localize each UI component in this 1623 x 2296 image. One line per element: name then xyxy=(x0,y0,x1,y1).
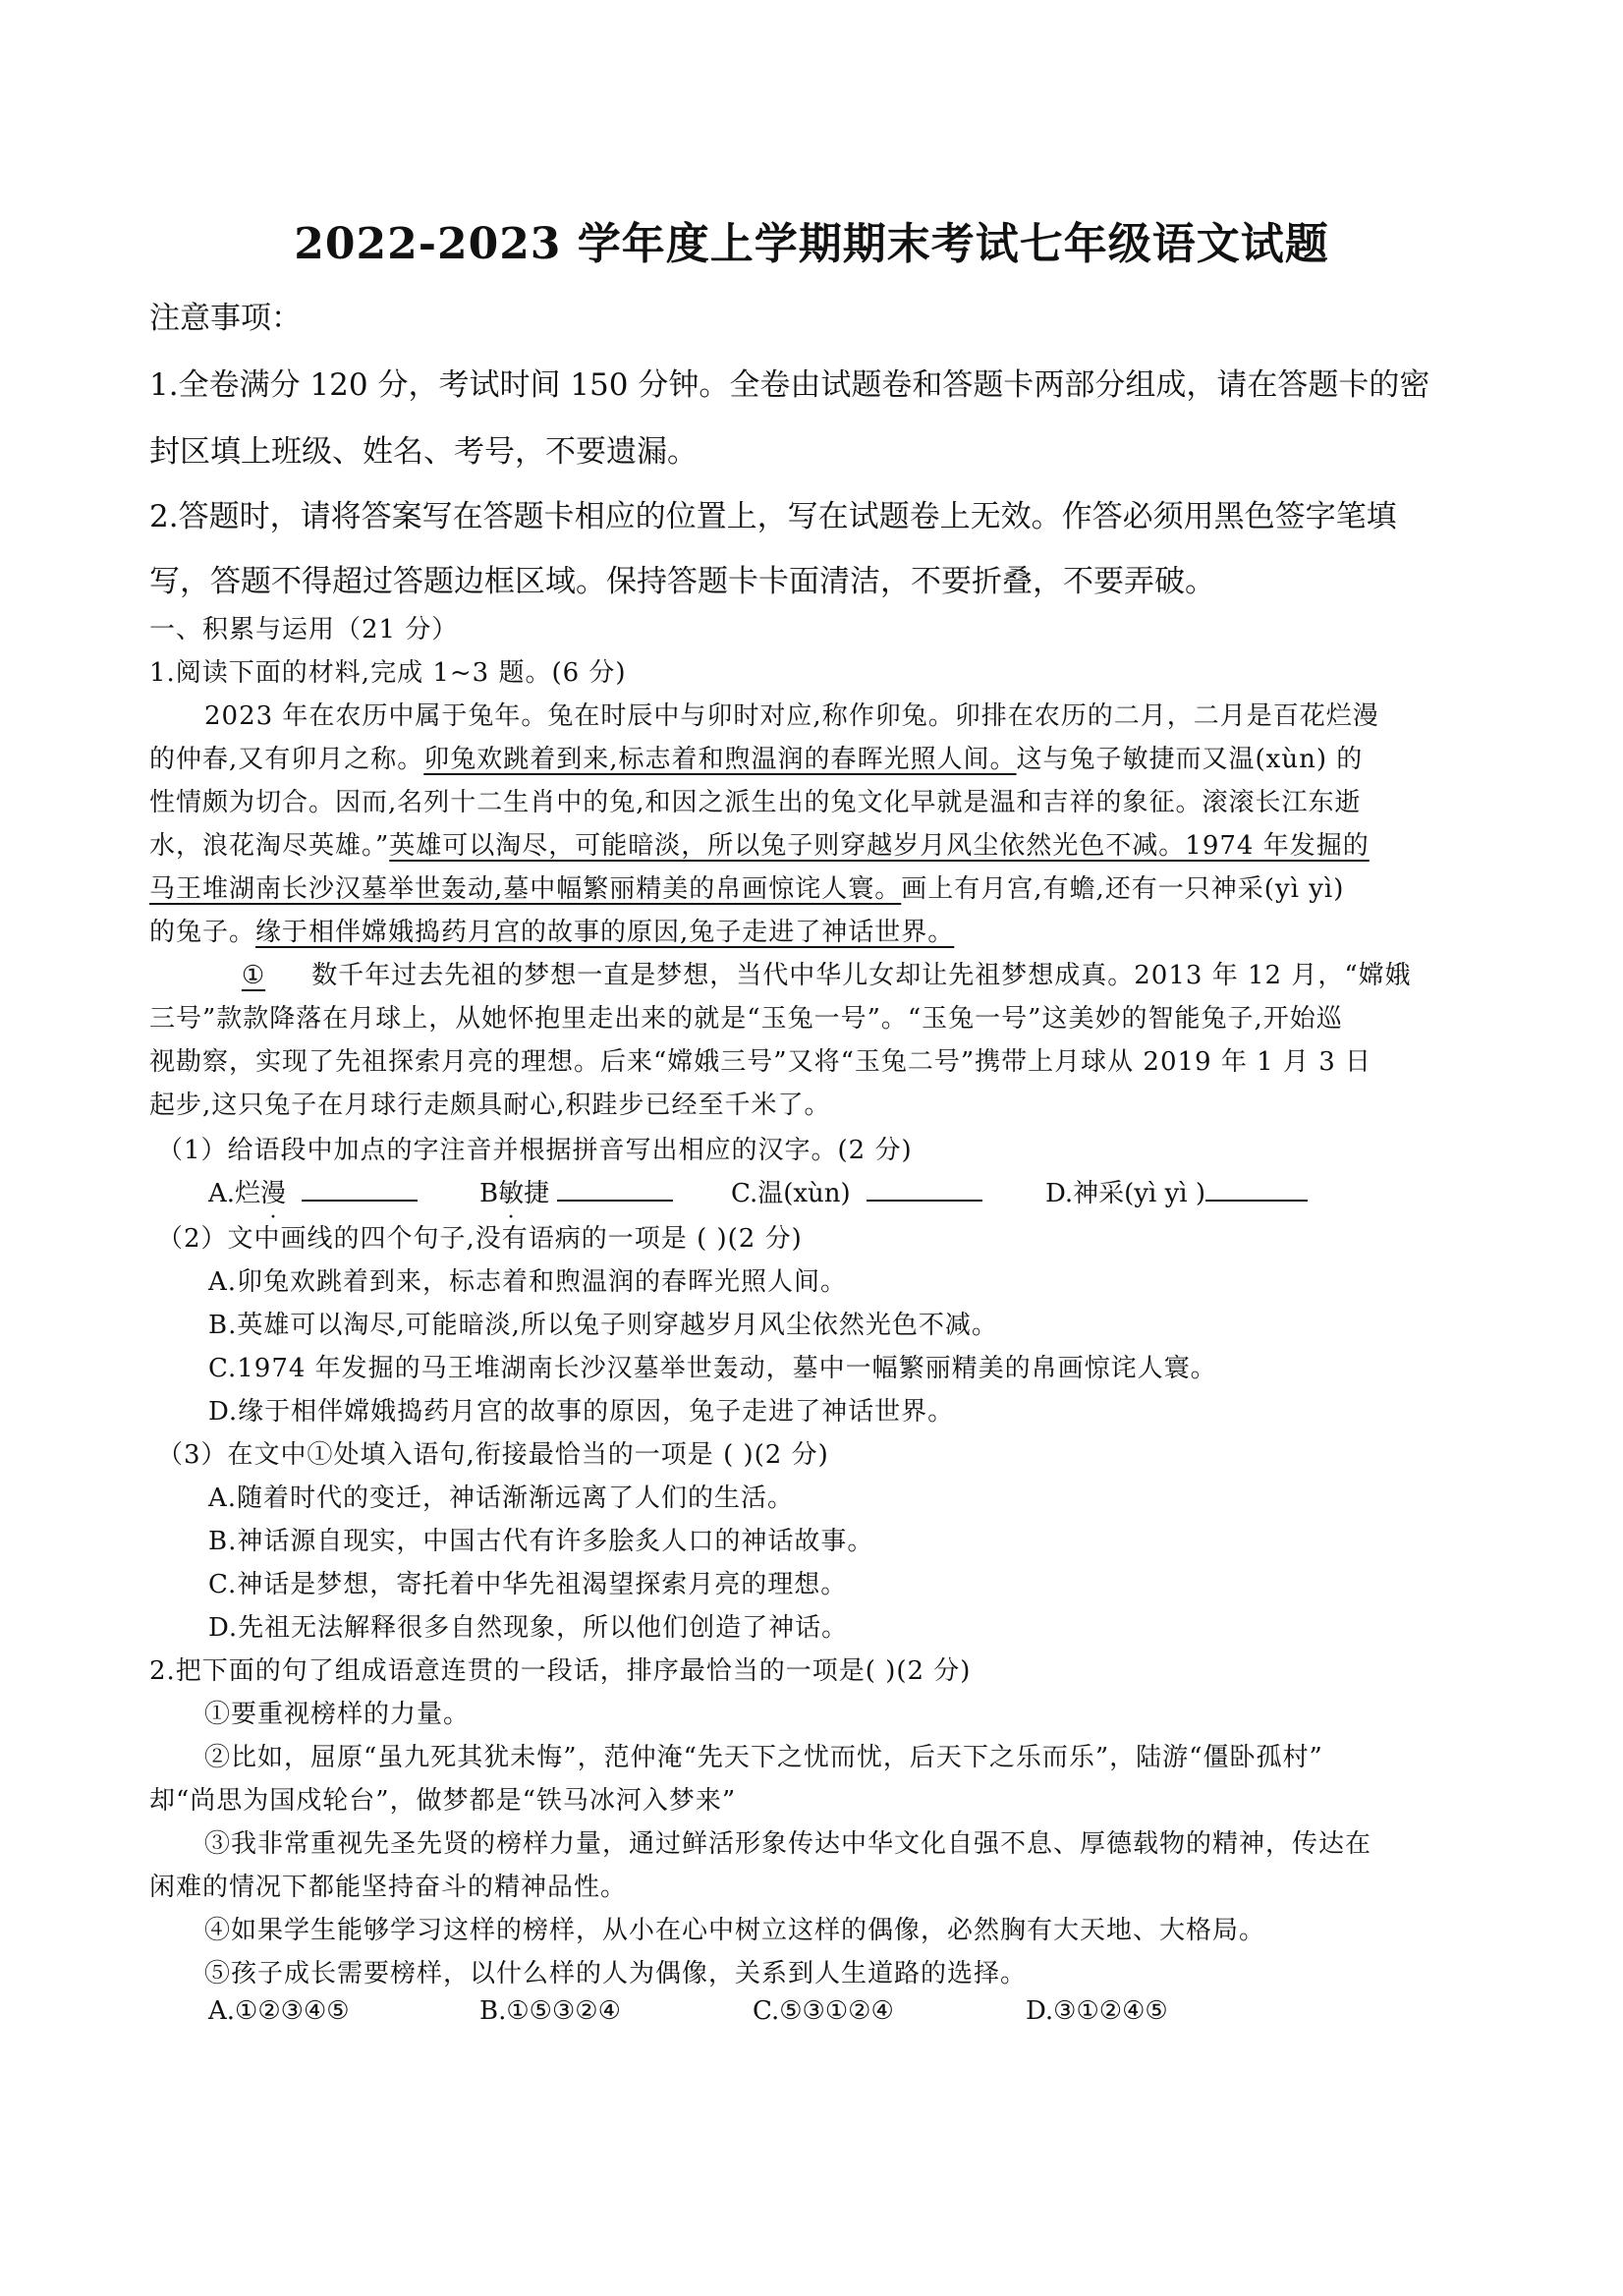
question-2-stem: 2.把下面的句了组成语意连贯的一段话，排序最恰当的一项是( )(2 分) xyxy=(149,1656,972,1686)
passage-line: 视勘察，实现了先祖探索月亮的理想。后来“嫦娥三号”又将“玉兔二号”携带上月球从 2019 年 1 月 3 日 xyxy=(149,1047,1372,1077)
sub-question-1-stem: （1）给语段中加点的字注音并根据拼音写出相应的汉字。(2 分) xyxy=(157,1136,913,1165)
sentence-4: ④如果学生能够学习这样的榜样，从小在心中树立这样的偶像，必然胸有大天地、大格局。 xyxy=(204,1916,1266,1945)
fill-blank-1[interactable]: ① xyxy=(241,961,266,990)
underlined-sentence-c: 马王堆湖南长沙汉墓举世轰动,墓中幅繁丽精美的帛画惊诧人寰。 xyxy=(149,874,902,904)
option-label: D.神采(yì yì ) xyxy=(1045,1179,1206,1208)
sub2-option-a[interactable]: A.卯兔欢跳着到来，标志着和煦温润的春晖光照人间。 xyxy=(208,1267,848,1297)
underlined-sentence-a: 卯兔欢跳着到来,标志着和煦温润的春晖光照人间。 xyxy=(423,745,1017,774)
notice-item-2-line-1: 2.答题时，请将答案写在答题卡相应的位置上，写在试题卷上无效。作答必须用黑色签字笔填 xyxy=(149,499,1397,534)
section-heading: 一、积累与运用（21 分） xyxy=(149,615,459,644)
sentence-3: ③我非常重视先圣先贤的榜样力量，通过鲜活形象传达中华文化自强不息、厚德载物的精神，传达在 xyxy=(204,1829,1372,1859)
option-label: C.温(xùn) xyxy=(731,1179,851,1208)
sub-question-3-stem: （3）在文中①处填入语句,衔接最恰当的一项是 ( )(2 分) xyxy=(157,1440,829,1470)
q2-option-b[interactable]: B.①⑤③②④ xyxy=(479,1996,621,2026)
passage-text: 水，浪花淘尽英雄。” xyxy=(149,831,390,861)
answer-blank-a[interactable] xyxy=(302,1174,418,1202)
answer-blank-b[interactable] xyxy=(557,1174,673,1202)
sub3-option-c[interactable]: C.神话是梦想，寄托着中华先祖渴望探索月亮的理想。 xyxy=(208,1570,848,1599)
passage-line xyxy=(204,955,1412,991)
page-title: 2022-2023 学年度上学期期末考试七年级语文试题 xyxy=(294,219,1329,269)
notice-item-1-line-2: 封区填上班级、姓名、考号，不要遗漏。 xyxy=(149,434,698,470)
sub2-option-b[interactable]: B.英雄可以淘尽,可能暗淡,所以兔子则穿越岁月风尘依然光色不减。 xyxy=(208,1311,998,1340)
option-label: A.烂 xyxy=(208,1179,261,1208)
sub3-option-d[interactable]: D.先祖无法解释很多自然现象，所以他们创造了神话。 xyxy=(208,1613,849,1643)
passage-text: 的仲春,又有卯月之称。 xyxy=(149,745,424,774)
sentence-1: ①要重视榜样的力量。 xyxy=(204,1700,471,1729)
dotted-char: 漫 xyxy=(260,1179,287,1208)
passage-text: 画上有月宫,有蟾,还有一只神采(yì yì) xyxy=(901,874,1345,904)
notice-item-2-line-2: 写，答题不得超过答题边框区域。保持答题卡卡面清洁，不要折叠，不要弄破。 xyxy=(149,564,1215,599)
sub3-option-a[interactable]: A.随着时代的变迁，神话渐渐远离了人们的生活。 xyxy=(208,1484,795,1513)
notice-heading: 注意事项： xyxy=(149,301,302,336)
notice-item-1-line-1: 1.全卷满分 120 分，考试时间 150 分钟。全卷由试题卷和答题卡两部分组成，请在答题卡的密 xyxy=(149,367,1430,403)
passage-line xyxy=(149,912,954,948)
q2-option-d[interactable]: D.③①②④⑤ xyxy=(1026,1996,1168,2026)
answer-blank-c[interactable] xyxy=(867,1174,982,1202)
sub3-option-b[interactable]: B.神话源自现实，中国古代有许多脍炙人口的神话故事。 xyxy=(208,1527,874,1556)
passage-line xyxy=(149,739,1363,775)
sub1-option-a xyxy=(208,1173,418,1209)
sub2-option-c[interactable]: C.1974 年发掘的马王堆湖南长沙汉墓举世轰动，墓中一幅繁丽精美的帛画惊诧人寰。 xyxy=(208,1354,1217,1383)
q2-option-a[interactable]: A.①②③④⑤ xyxy=(208,1996,350,2026)
passage-line: 2023 年在农历中属于兔年。兔在时辰中与卯时对应,称作卯兔。卯排在农历的二月，二月是百花烂漫 xyxy=(204,701,1379,731)
option-label: B xyxy=(479,1179,499,1208)
passage-line xyxy=(149,868,1344,905)
sentence-3-cont: 闲难的情况下都能坚持奋斗的精神品性。 xyxy=(149,1873,628,1902)
sentence-5: ⑤孩子成长需要榜样，以什么样的人为偶像，关系到人生道路的选择。 xyxy=(204,1959,1028,1988)
sub1-option-c xyxy=(731,1173,982,1209)
passage-line xyxy=(149,825,1370,862)
passage-line: 性情颇为切合。因而,名列十二生肖中的兔,和因之派生出的兔文化早就是温和吉祥的象征。滚滚长江东逝 xyxy=(149,788,1362,817)
option-label: 捷 xyxy=(524,1179,550,1208)
sub-question-2-stem: （2）文中画线的四个句子,没有语病的一项是 ( )(2 分) xyxy=(157,1224,803,1254)
passage-text: 这与兔子敏捷而又温(xùn) 的 xyxy=(1016,745,1364,774)
question-1-stem: 1.阅读下面的材料,完成 1~3 题。(6 分) xyxy=(149,658,627,688)
underlined-sentence-d: 缘于相伴嫦娥捣药月宫的故事的原因,兔子走进了神话世界。 xyxy=(255,918,955,947)
sub1-option-d xyxy=(1045,1173,1308,1209)
passage-text: 的兔子。 xyxy=(149,918,256,947)
passage-line: 起步,这只兔子在月球行走颇具耐心,积跬步已经至千米了。 xyxy=(149,1091,831,1120)
q2-option-c[interactable]: C.⑤③①②④ xyxy=(753,1996,894,2026)
sub1-option-b xyxy=(479,1173,673,1209)
underlined-sentence-b: 英雄可以淘尽，可能暗淡，所以兔子则穿越岁月风尘依然光色不减。1974 年发掘的 xyxy=(389,831,1370,861)
sentence-2: ②比如，屈原“虽九死其犹未悔”，范仲淹“先天下之忧而忧，后天下之乐而乐”，陆游“僵卧孤村” xyxy=(204,1743,1323,1772)
passage-text: 数千年过去先祖的梦想一直是梦想，当代中华儿女却让先祖梦想成真。2013 年 12 月，“嫦娥 xyxy=(311,961,1412,990)
sentence-2-cont: 却“尚思为国戍轮台”，做梦都是“铁马冰河入梦来” xyxy=(149,1786,737,1816)
dotted-char: 敏 xyxy=(498,1179,525,1208)
passage-line: 三号”款款降落在月球上，从她怀抱里走出来的就是“玉兔一号”。“玉兔一号”这美妙的智能兔子,开始巡 xyxy=(149,1004,1343,1034)
sub2-option-d[interactable]: D.缘于相伴嫦娥捣药月宫的故事的原因，兔子走进了神话世界。 xyxy=(208,1397,955,1427)
answer-blank-d[interactable] xyxy=(1205,1174,1308,1202)
